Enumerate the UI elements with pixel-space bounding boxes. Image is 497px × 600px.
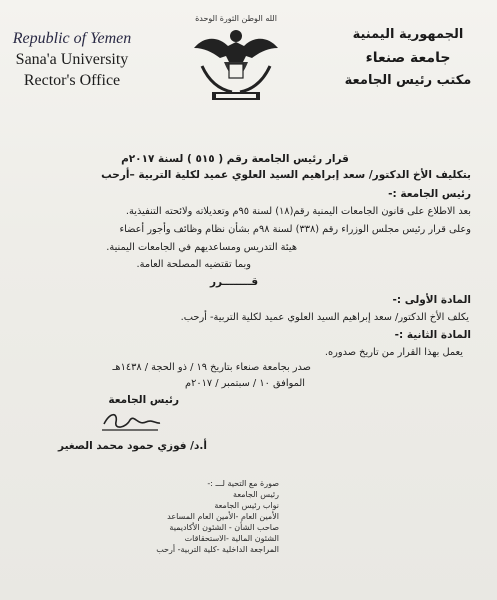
decree-subject: بتكليف الأخ الدكتور/ سعد إبراهيم السيد العلوي عميد لكلية التربية –أرحب xyxy=(101,169,471,181)
english-letterhead xyxy=(8,28,136,91)
copy-recipient: صاحب الشأن - الشئون الأكاديمية xyxy=(169,523,279,532)
arabic-letterhead xyxy=(333,24,483,92)
letterhead-office-ar: مكتب رئيس الجامعة xyxy=(344,73,472,88)
preamble-line-2: وعلى قرار رئيس مجلس الوزراء رقم (٣٣٨) لسنة ٩٨م بشأن نظام وظائف وأجور أعضاء xyxy=(119,224,471,235)
article-1-heading: المادة الأولى :- xyxy=(392,294,471,306)
copy-recipient: رئيس الجامعة xyxy=(233,490,279,499)
letterhead-office-en: Rector's Office xyxy=(23,72,121,89)
article-2-text: يعمل بهذا القرار من تاريخ صدوره. xyxy=(324,347,463,358)
signatory-title: رئيس الجامعة xyxy=(108,394,179,406)
preamble-line-4: وبما تقتضيه المصلحة العامة. xyxy=(136,259,251,270)
signatory-name: أ.د/ فوزي حمود محمد الصغير xyxy=(58,440,207,452)
letterhead-country-en: Republic of Yemen xyxy=(12,30,132,47)
copy-recipient: نواب رئيس الجامعة xyxy=(214,501,279,510)
yemen-eagle-emblem xyxy=(182,12,290,108)
copy-recipient: الأمين العام -الأمين العام المساعد xyxy=(167,512,279,521)
copies-block xyxy=(109,478,279,555)
letterhead-country-ar: الجمهورية اليمنية xyxy=(352,27,464,42)
decree-title: قرار رئيس الجامعة رقم ( ٥١٥ ) لسنة ٢٠١٧م xyxy=(121,153,349,165)
copies-heading: صورة مع التحية لـــ :- xyxy=(207,479,279,488)
preamble-line-1: بعد الاطلاع على قانون الجامعات اليمنية رقم(١٨) لسنة ٩٥م وتعديلاته ولائحته التنفيذية. xyxy=(125,206,471,217)
handwritten-signature xyxy=(96,404,166,436)
copy-recipient: المراجعة الداخلية -كلية التربية- أرحب xyxy=(156,545,279,554)
president-heading: رئيس الجامعة :- xyxy=(388,188,471,200)
issued-date-line: صدر بجامعة صنعاء بتاريخ ١٩ / ذو الحجة / ١٤٣٨هـ xyxy=(112,362,311,373)
corresponding-date-line: الموافق ١٠ / سبتمبر / ٢٠١٧م xyxy=(184,378,305,389)
emblem-motto: الله الوطن الثورة الوحدة xyxy=(195,14,277,23)
article-1-text: يكلف الأخ الدكتور/ سعد إبراهيم السيد العلوي عميد لكلية التربية- أرحب. xyxy=(180,312,469,323)
copy-recipient: الشئون المالية -الاستحقاقات xyxy=(184,534,279,543)
letterhead-university-ar: جامعة صنعاء xyxy=(365,50,451,66)
preamble-line-3: هيئة التدريس ومساعديهم في الجامعات اليمنية. xyxy=(106,242,297,253)
letterhead-university-en: Sana'a University xyxy=(15,51,129,68)
decides-heading: قــــــــرر xyxy=(210,276,259,288)
article-2-heading: المادة الثانية :- xyxy=(394,329,471,341)
eagle-icon xyxy=(182,12,290,108)
